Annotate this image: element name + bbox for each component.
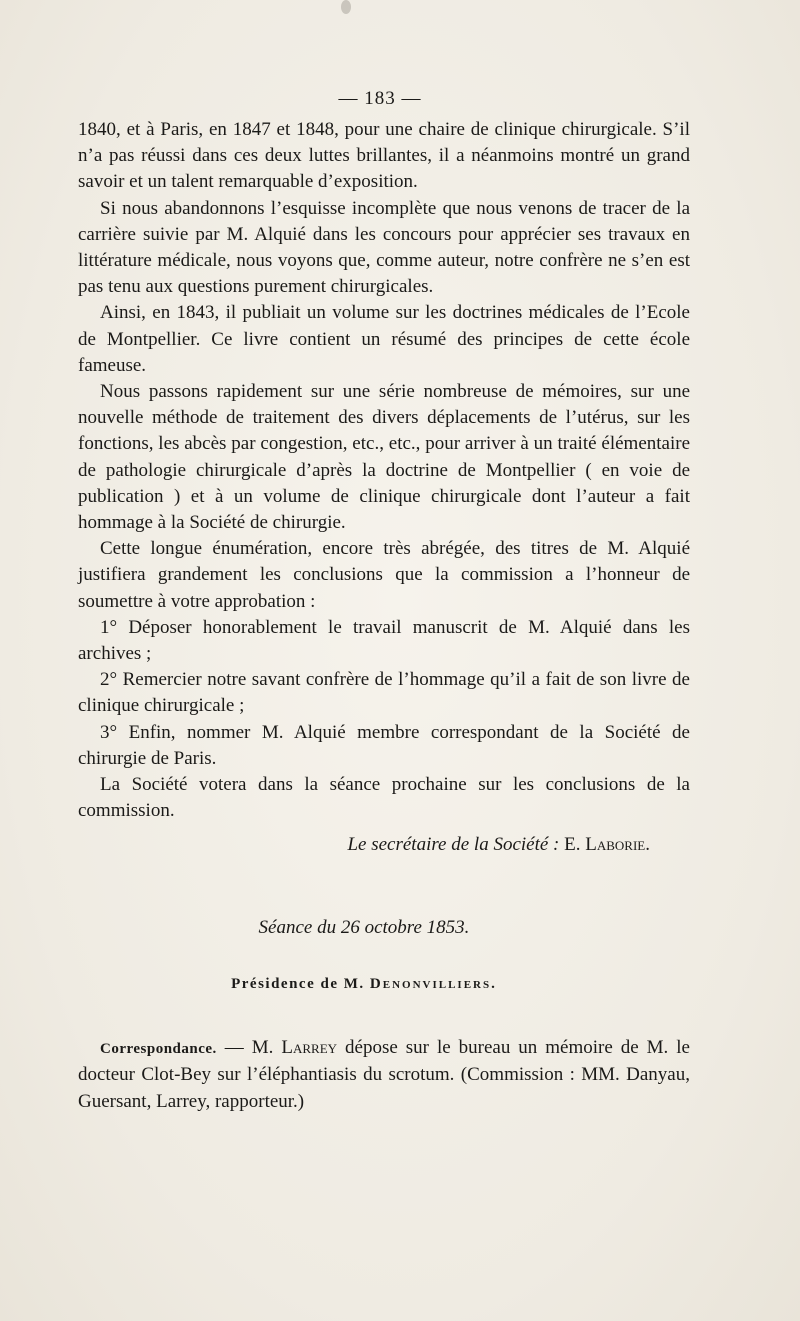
presidence-heading [78,971,690,997]
signature-name: E. Laborie. [564,834,650,856]
paragraph-continuation: 1840, et à Paris, en 1847 et 1848, pour une chaire de clinique chirurgicale. S’il n’a pas réussi dans ces deux luttes brillantes, il a néanmoins montré un grand savoir et un talent remarquable d’exposition. [78,119,690,193]
correspondance-paragraph [78,1035,690,1115]
paragraph-vote: La Société votera dans la séance prochaine sur les conclusions de la commission. [78,774,690,822]
paragraph-enumeration: Cette longue énumération, encore très abrégée, des titres de M. Alquié justifiera grandement les conclusions que la commission a l’honneur de soumettre à votre approbation : [78,538,690,612]
paragraph-career: Si nous abandonnons l’esquisse incomplète que nous venons de tracer de la carrière suivie par M. Alquié dans les concours pour apprécier ses travaux en littérature médicale, nous voyons que, comme auteur, notre confrère ne s’en est pas tenu aux questions purement chirurgicales. [78,197,690,298]
presidence-name: Denonvilliers. [369,975,497,992]
signature [78,832,690,858]
paragraph-memoires: Nous passons rapidement sur une série nombreuse de mémoires, sur une nouvelle méthode de traitement des divers déplacements de l’utérus, sur les fonctions, les abcès par congestion, etc., etc., pour arriver à un traité élémentaire de pathologie chirurgicale d’après la doctrine de Montpellier ( en voie de publication ) et à un volume de clinique chirurgicale dont l’auteur a fait hommage à la Société de chirurgie. [78,381,690,534]
correspondance-text: dépose sur le bureau un mémoire de M. le docteur Clot-Bey sur l’éléphantiasis du scrotum. (Commission : MM. Danyau, Guersant, Larrey, rapporteur.) [78,1037,690,1112]
correspondance-name: Larrey [281,1037,338,1059]
presidence-label: Présidence de M. [231,975,370,992]
ink-speck [341,0,351,14]
page-body [78,117,690,1115]
conclusion-item-2: 2° Remercier notre savant confrère de l’hommage qu’il a fait de son livre de clinique chirurgicale ; [78,669,690,717]
correspondance-lead: Correspondance. [100,1041,217,1058]
signature-label: Le secrétaire de la Société : [347,834,565,856]
page-number: — 183 — [338,88,422,109]
paragraph-doctrines: Ainsi, en 1843, il publiait un volume sur les doctrines médicales de l’Ecole de Montpellier. Ce livre contient un résumé des principes de cette école fameuse. [78,302,690,376]
session-title: Séance du 26 octobre 1853. [258,916,470,938]
conclusion-item-3: 3° Enfin, nommer M. Alquié membre correspondant de la Société de chirurgie de Paris. [78,721,690,769]
conclusion-item-1: 1° Déposer honorablement le travail manuscrit de M. Alquié dans les archives ; [78,616,690,665]
correspondance-dash: — M. [216,1037,282,1059]
